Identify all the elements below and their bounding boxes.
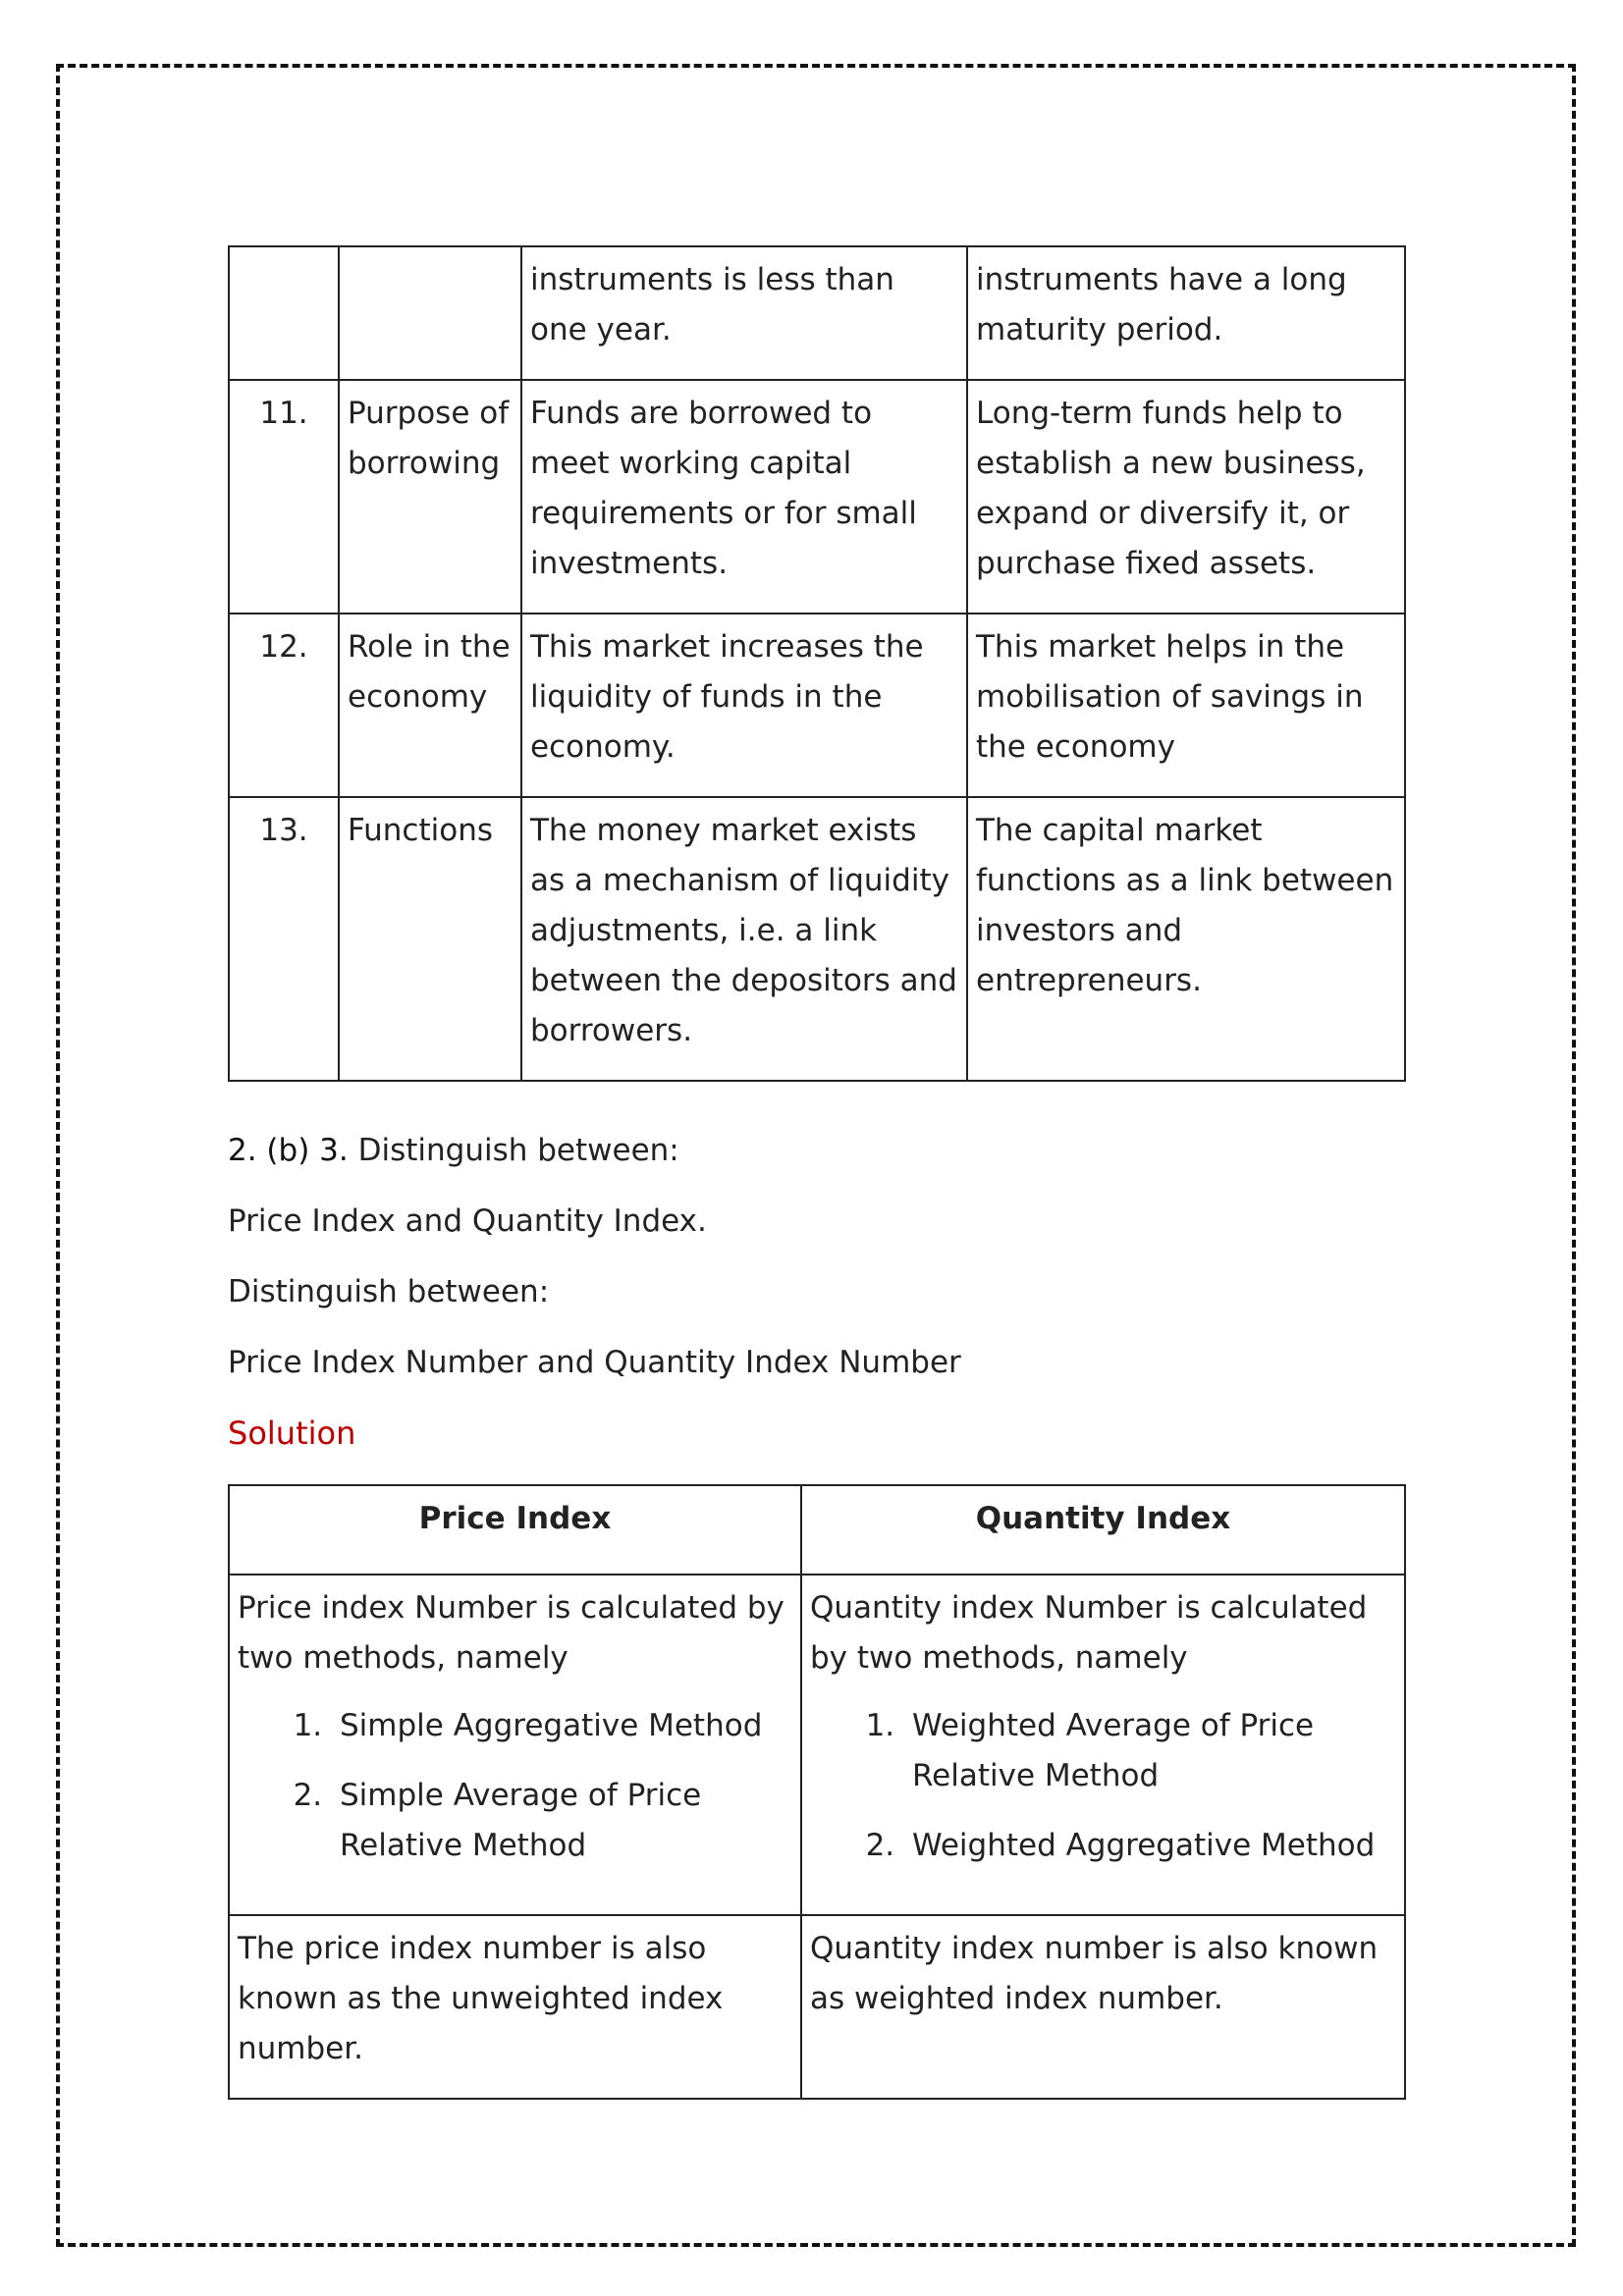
price-index-known-as-cell: The price index number is also known as the unweighted index number. <box>229 1915 801 2099</box>
question-text: Distinguish between: <box>357 1133 679 1168</box>
table-header-row <box>229 1485 1405 1575</box>
row-number: 13. <box>229 797 339 1081</box>
comparison-table-money-capital <box>228 245 1406 1082</box>
quantity-index-known-as-cell: Quantity index number is also known as weighted index number. <box>801 1915 1405 2099</box>
row-number <box>229 246 339 380</box>
column-header-price-index: Price Index <box>229 1485 801 1575</box>
question-block <box>228 1131 1404 1453</box>
aspect-cell <box>339 246 521 380</box>
methods-list <box>810 1701 1396 1871</box>
money-market-cell: This market increases the liquidity of funds in the economy. <box>521 614 967 797</box>
question-line: Distinguish between: <box>228 1274 550 1309</box>
list-item: 1. Simple Aggregative Method <box>332 1701 792 1751</box>
document-content <box>228 245 1404 2100</box>
capital-market-cell: Long-term funds help to establish a new business, expand or diversify it, or purchase fixed assets. <box>967 380 1405 614</box>
cell-intro: Price index Number is calculated by two methods, namely <box>238 1590 784 1676</box>
capital-market-cell: This market helps in the mobilisation of savings in the economy <box>967 614 1405 797</box>
column-header-quantity-index: Quantity Index <box>801 1485 1405 1575</box>
quantity-index-methods-cell <box>801 1575 1405 1915</box>
aspect-cell: Role in the economy <box>339 614 521 797</box>
table-row <box>229 380 1405 614</box>
aspect-cell: Functions <box>339 797 521 1081</box>
question-line: Price Index Number and Quantity Index Number <box>228 1345 961 1380</box>
table-row <box>229 246 1405 380</box>
question-number: 2. (b) 3. <box>228 1133 349 1168</box>
table-row <box>229 614 1405 797</box>
money-market-cell: The money market exists as a mechanism of liquidity adjustments, i.e. a link between the depositors and borrowers. <box>521 797 967 1081</box>
question-line: Price Index and Quantity Index. <box>228 1203 707 1239</box>
money-market-cell: Funds are borrowed to meet working capital requirements or for small investments. <box>521 380 967 614</box>
question-heading <box>228 1131 1404 1170</box>
aspect-cell: Purpose of borrowing <box>339 380 521 614</box>
list-item: 2. Simple Average of Price Relative Method <box>332 1771 792 1871</box>
row-number: 11. <box>229 380 339 614</box>
list-item: 2. Weighted Aggregative Method <box>904 1821 1396 1871</box>
money-market-cell: instruments is less than one year. <box>521 246 967 380</box>
table-row <box>229 1915 1405 2099</box>
solution-label: Solution <box>228 1415 356 1452</box>
list-item: 1. Weighted Average of Price Relative Method <box>904 1701 1396 1801</box>
methods-list <box>238 1701 792 1871</box>
capital-market-cell: instruments have a long maturity period. <box>967 246 1405 380</box>
table-row <box>229 1575 1405 1915</box>
row-number: 12. <box>229 614 339 797</box>
capital-market-cell: The capital market functions as a link between investors and entrepreneurs. <box>967 797 1405 1081</box>
comparison-table-price-quantity <box>228 1484 1406 2100</box>
cell-intro: Quantity index Number is calculated by two methods, namely <box>810 1590 1368 1676</box>
table-row <box>229 797 1405 1081</box>
price-index-methods-cell <box>229 1575 801 1915</box>
